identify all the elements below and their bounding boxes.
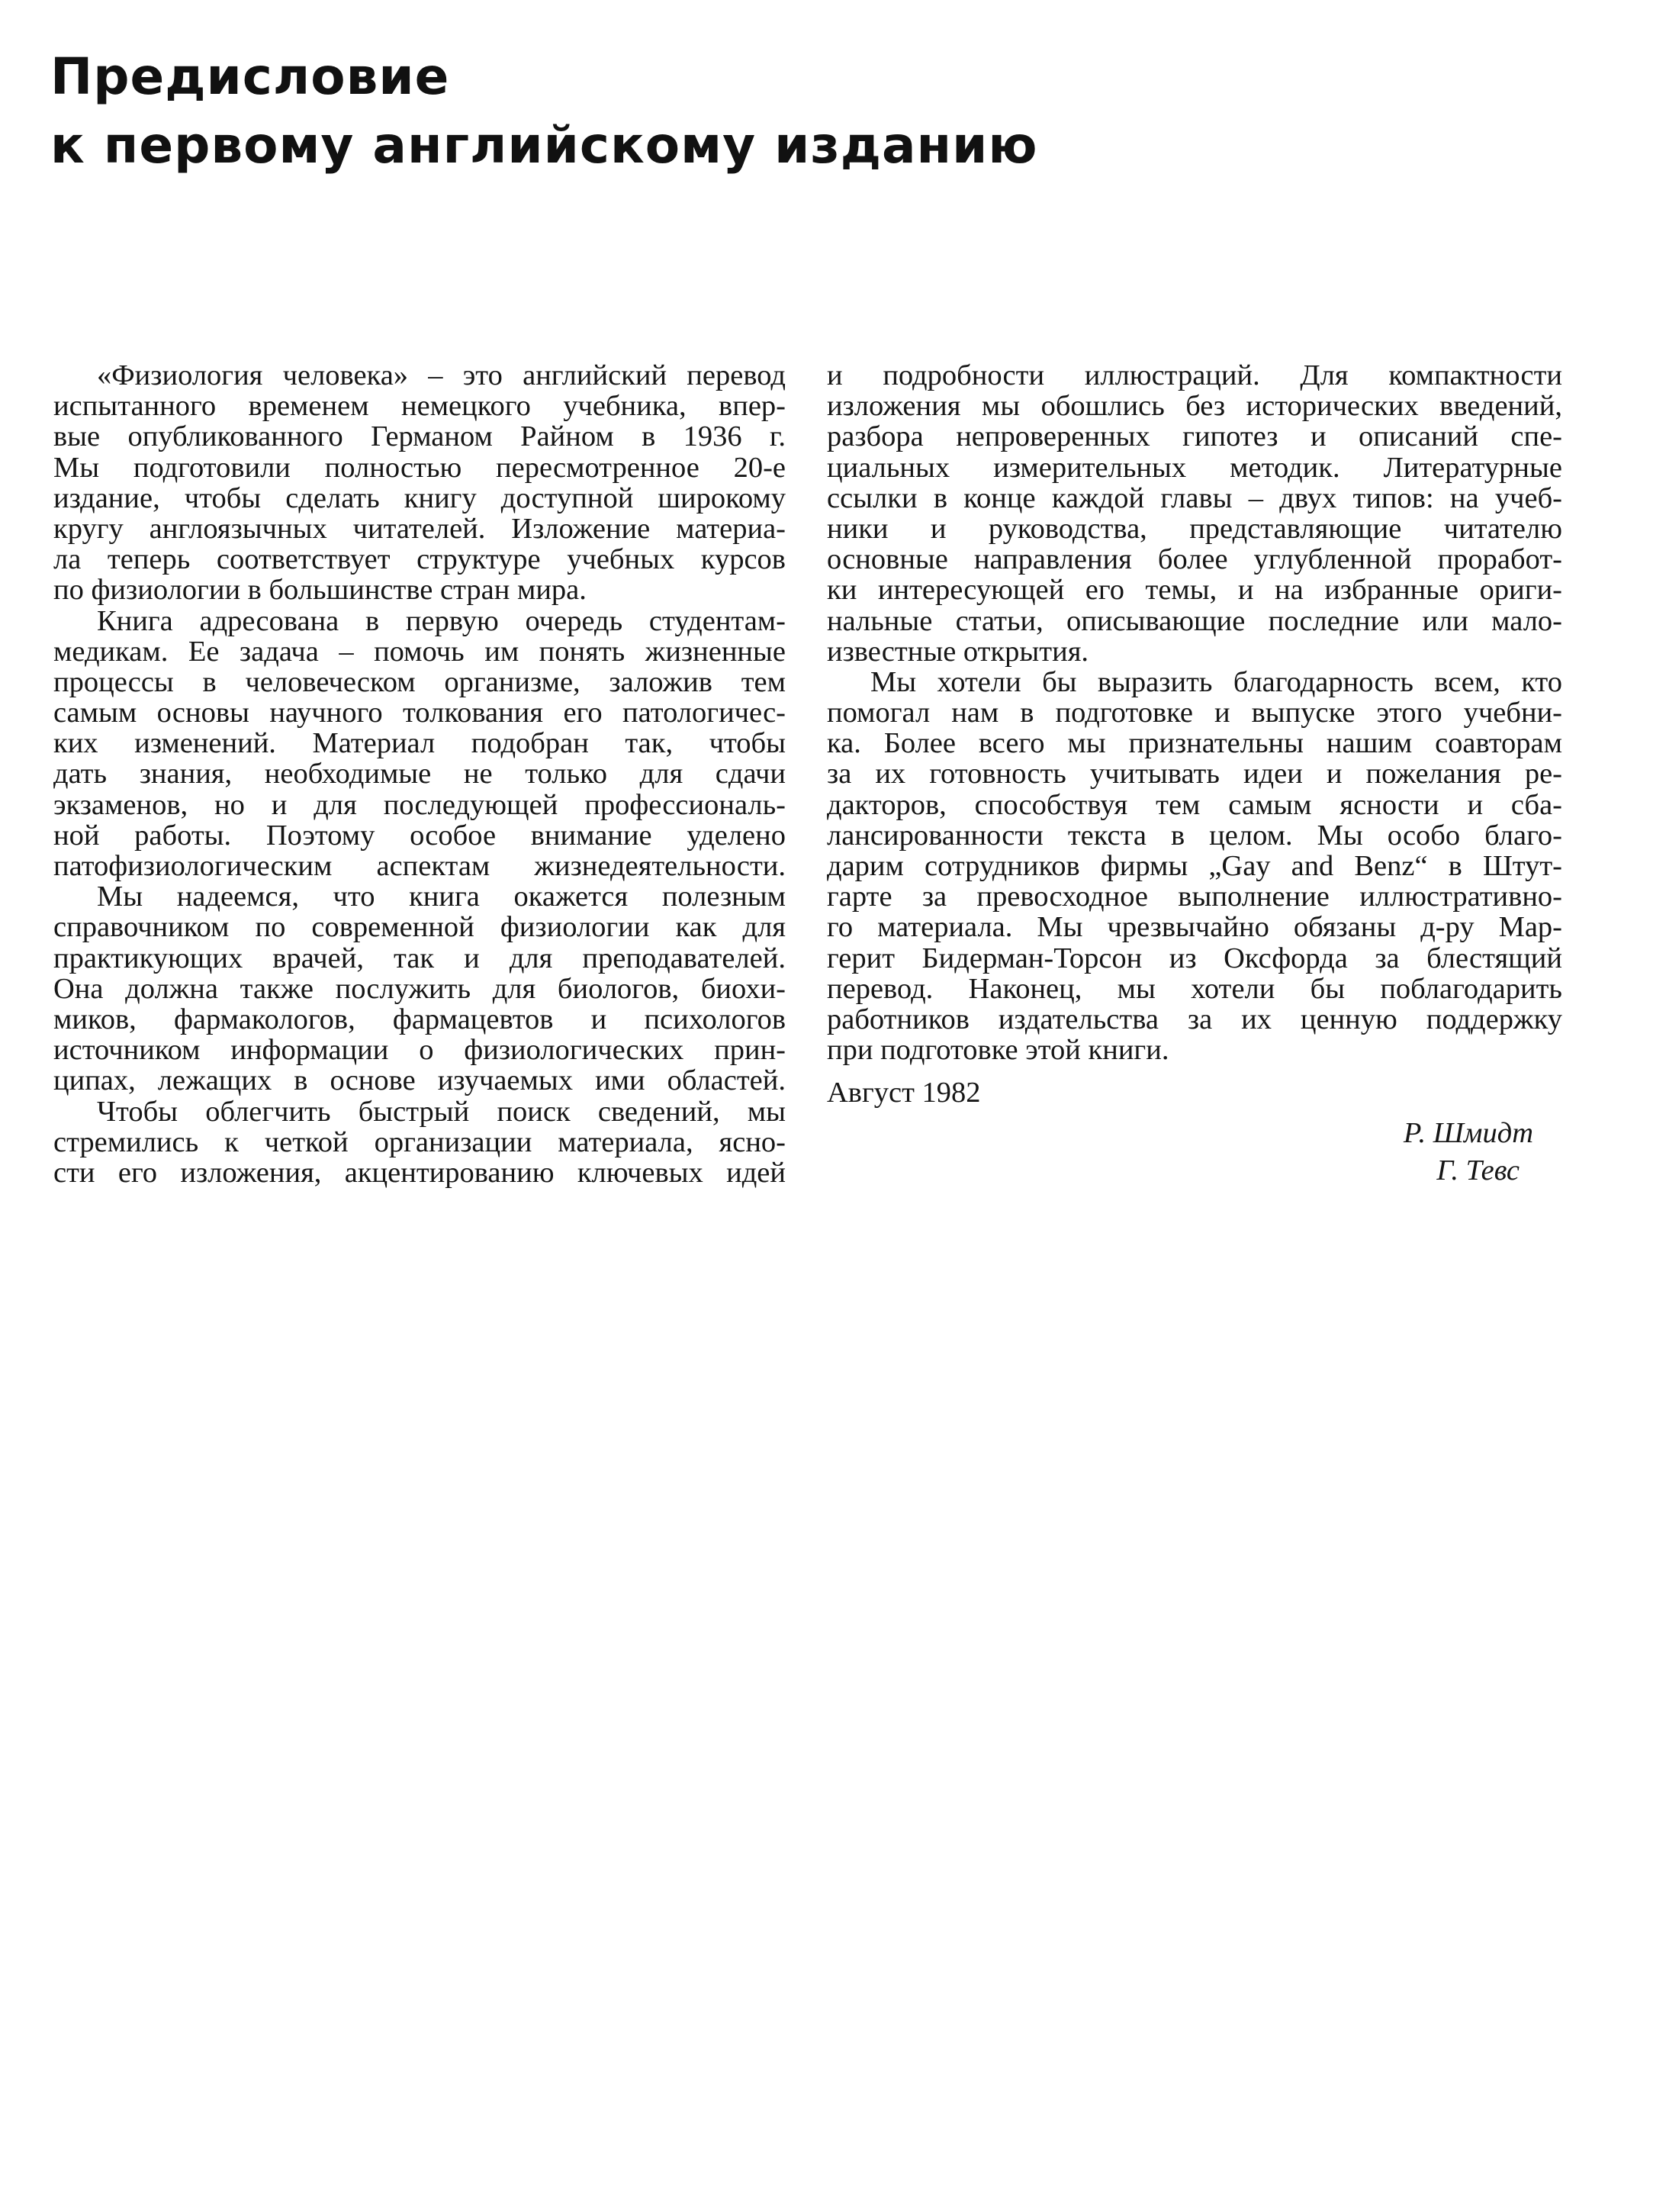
text-line: по физиологии в большинстве стран мира. — [53, 574, 587, 607]
right-column — [827, 360, 1562, 1190]
paragraph — [827, 667, 1562, 1065]
text-line: стремились к четкой организации материала, ясно- — [53, 1125, 786, 1158]
text-line: сти его изложения, акцентированию ключевых идей — [53, 1156, 786, 1189]
text-line: Мы надеемся, что книга окажется полезным — [97, 881, 786, 913]
text-line: за их готовность учитывать идеи и пожелания ре- — [827, 758, 1562, 790]
text-line: ки интересующей его темы, и на избранные ориги- — [827, 574, 1562, 607]
text-line: источником информации о физиологических прин- — [53, 1034, 786, 1067]
text-line: Она должна также послужить для биологов, биохи- — [53, 972, 786, 1005]
text-line: ких изменений. Материал подобран так, чтобы — [53, 727, 786, 760]
text-line: самым основы научного толкования его патологичес- — [53, 697, 786, 729]
text-line: при подготовке этой книги. — [827, 1034, 1169, 1067]
text-line: ной работы. Поэтому особое внимание уделено — [53, 819, 786, 852]
text-line: изложения мы обошлись без исторических введений, — [827, 390, 1562, 423]
text-line: Чтобы облегчить быстрый поиск сведений, мы — [97, 1095, 786, 1128]
text-line: миков, фармакологов, фармацевтов и психологов — [53, 1003, 786, 1035]
text-line: процессы в человеческом организме, заложив тем — [53, 665, 786, 698]
text-line: медикам. Ее задача – помочь им понять жизненные — [53, 635, 786, 668]
author-signature: Г. Тевс — [1436, 1154, 1520, 1186]
text-line: герит Бидерман-Торсон из Оксфорда за блестящий — [827, 942, 1562, 974]
text-line: дать знания, необходимые не только для сдачи — [53, 758, 786, 790]
title-line-2: к первому английскому изданию — [50, 116, 1038, 175]
text-line: работников издательства за их ценную поддержку — [827, 1003, 1562, 1035]
date-line: Август 1982 — [827, 1077, 981, 1109]
text-line: дакторов, способствуя тем самым ясности и сба- — [827, 788, 1562, 821]
paragraph — [827, 360, 1562, 667]
text-line: го материала. Мы чрезвычайно обязаны д-ру Мар- — [827, 911, 1562, 944]
text-line: лансированности текста в целом. Мы особо благо- — [827, 819, 1562, 852]
text-line: вые опубликованного Германом Райном в 1936 г. — [53, 420, 786, 453]
text-line: испытанного временем немецкого учебника, впер- — [53, 390, 786, 423]
text-line: нальные статьи, описывающие последние или мало- — [827, 604, 1562, 637]
text-line: Мы хотели бы выразить благодарность всем, кто — [870, 665, 1562, 698]
text-line: «Физиология человека» – это английский перевод — [97, 359, 786, 391]
text-line: Мы подготовили полностью пересмотренное 20-е — [53, 451, 786, 484]
text-line: ципах, лежащих в основе изучаемых ими областей. — [53, 1064, 786, 1097]
text-line: ники и руководства, представляющие читателю — [827, 512, 1562, 545]
text-line: экзаменов, но и для последующей профессиональ- — [53, 788, 786, 821]
text-line: ла теперь соответствует структуре учебных курсов — [53, 543, 786, 576]
text-line: дарим сотрудников фирмы „Gay and Benz“ в Штут- — [827, 850, 1562, 882]
author-signature: Р. Шмидт — [1403, 1116, 1533, 1149]
text-line: кругу англоязычных читателей. Изложение материа- — [53, 512, 786, 545]
paragraph — [53, 1096, 786, 1189]
text-line: гарте за превосходное выполнение иллюстративно- — [827, 881, 1562, 913]
paragraph — [53, 606, 786, 882]
text-line: помогал нам в подготовке и выпуске этого учебни- — [827, 697, 1562, 729]
paragraph — [53, 881, 786, 1096]
text-line: практикующих врачей, так и для преподавателей. — [53, 942, 786, 974]
text-line: перевод. Наконец, мы хотели бы поблагодарить — [827, 972, 1562, 1005]
text-line: разбора непроверенных гипотез и описаний спе- — [827, 420, 1562, 453]
text-line: циальных измерительных методик. Литературные — [827, 451, 1562, 484]
text-line: ссылки в конце каждой главы – двух типов: на учеб- — [827, 481, 1562, 514]
text-line: справочником по современной физиологии как для — [53, 911, 786, 944]
title-line-1: Предисловие — [50, 47, 450, 106]
text-line: издание, чтобы сделать книгу доступной широкому — [53, 481, 786, 514]
paragraph — [53, 360, 786, 606]
text-line: ка. Более всего мы признательны нашим соавторам — [827, 727, 1562, 760]
left-column — [53, 360, 786, 1188]
text-line: основные направления более углубленной проработ- — [827, 543, 1562, 576]
page-title — [50, 43, 1038, 180]
text-line: Книга адресована в первую очередь студентам- — [97, 604, 786, 637]
text-line: и подробности иллюстраций. Для компактности — [827, 359, 1562, 391]
text-line: известные открытия. — [827, 635, 1089, 668]
text-line: патофизиологическим аспектам жизнедеятельности. — [53, 850, 786, 882]
